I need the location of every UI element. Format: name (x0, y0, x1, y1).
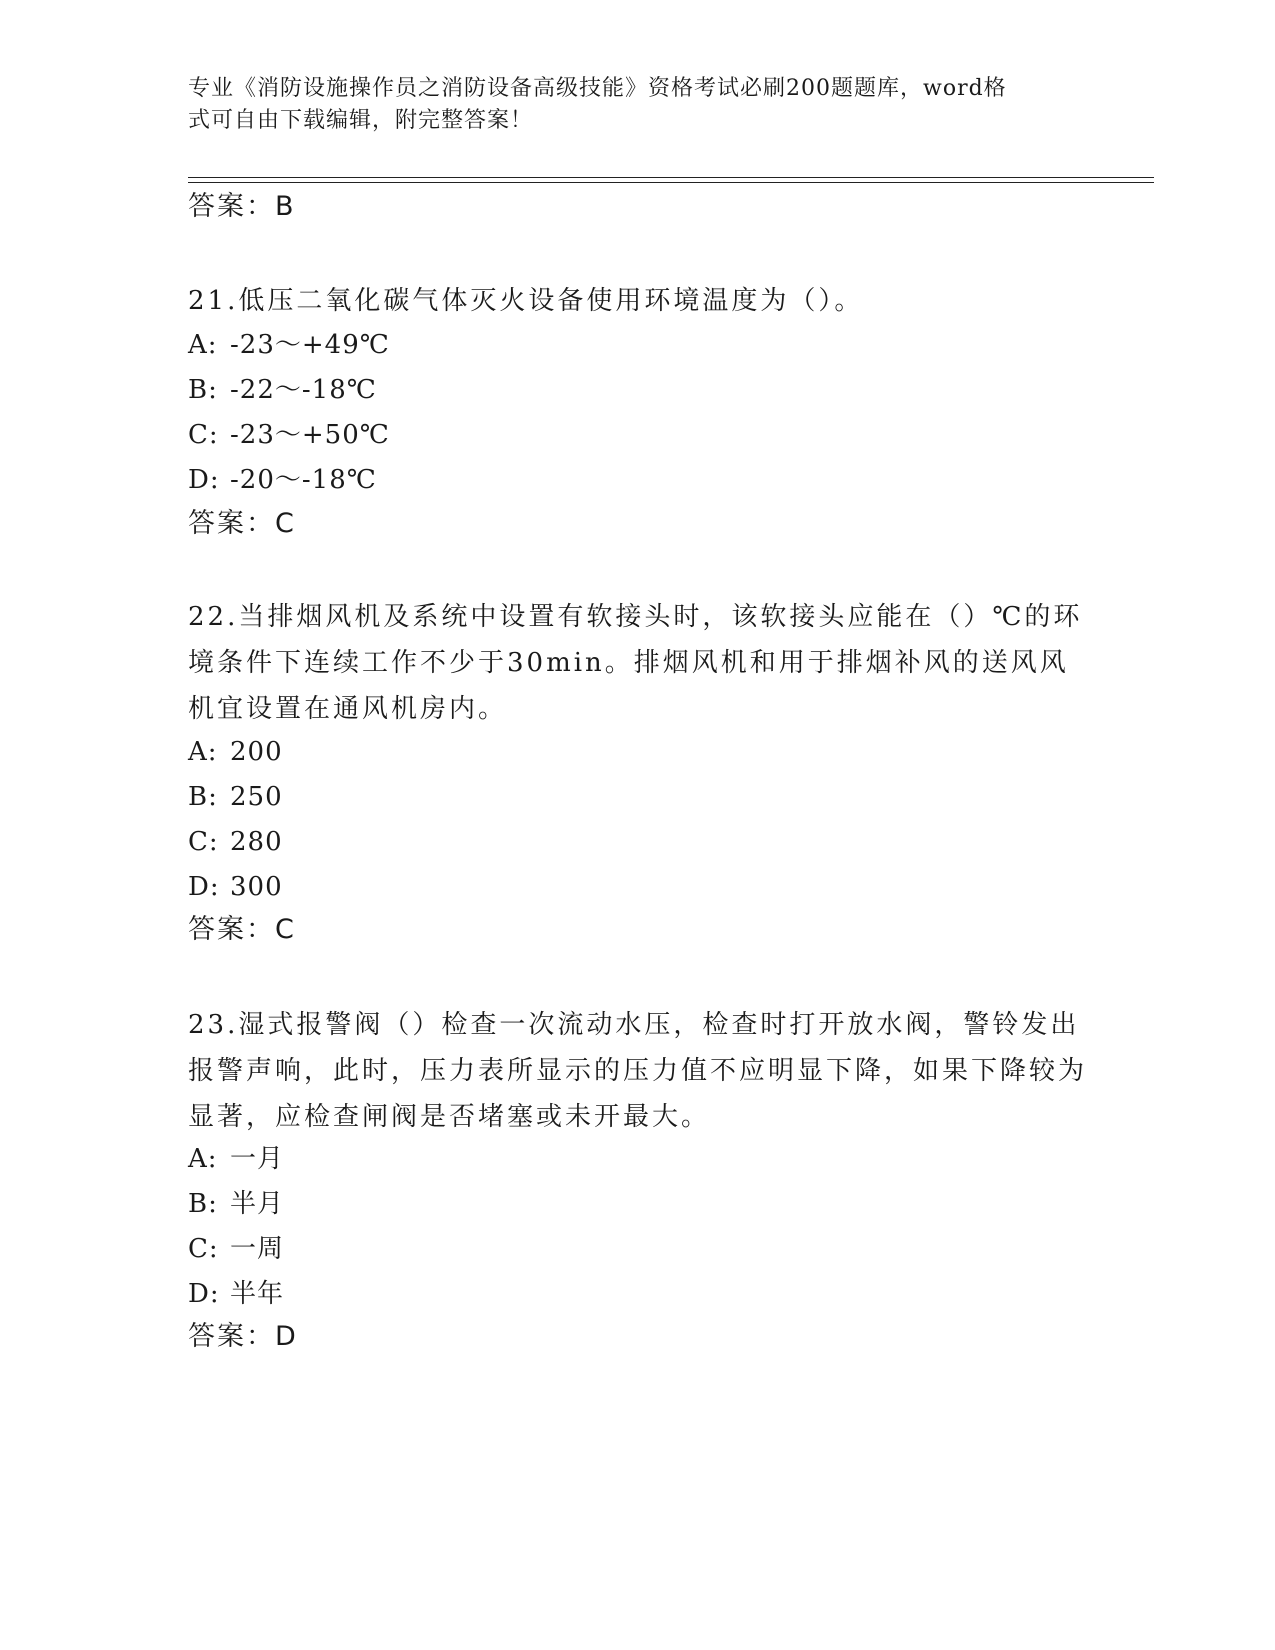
header-rule-bottom (188, 182, 1154, 183)
option-label: A: (188, 330, 218, 360)
question-21-option-c (188, 418, 390, 452)
question-21-option-a (188, 328, 390, 362)
option-value: 250 (230, 782, 283, 812)
question-21-option-d (188, 463, 377, 497)
header-line-1: 专业《消防设施操作员之消防设备高级技能》资格考试必刷200题题库，word格 (188, 76, 1007, 101)
option-label: D: (188, 872, 220, 902)
option-label: C: (188, 827, 219, 857)
question-21-option-b (188, 373, 377, 407)
prev-answer: 答案：B (188, 191, 296, 222)
option-value: 280 (230, 827, 283, 857)
option-value: -22～-18℃ (230, 375, 377, 405)
question-23-option-c (188, 1232, 284, 1266)
option-label: A: (188, 737, 218, 767)
question-22-text: 22.当排烟风机及系统中设置有软接头时，该软接头应能在（）℃的环境条件下连续工作不少于30min。排烟风机和用于排烟补风的送风风机宜设置在通风机房内。 (188, 602, 1083, 724)
option-value: 半年 (230, 1279, 285, 1309)
option-label: C: (188, 1234, 219, 1264)
question-21-answer: 答案：C (188, 508, 296, 539)
option-value: -23～+50℃ (230, 420, 390, 450)
option-label: B: (188, 782, 218, 812)
question-21-text: 21.低压二氧化碳气体灭火设备使用环境温度为（）。 (188, 286, 864, 316)
question-23-answer: 答案：D (188, 1321, 298, 1352)
option-value: 300 (230, 872, 283, 902)
option-label: D: (188, 465, 220, 495)
question-22-answer: 答案：C (188, 914, 296, 945)
question-22-option-c (188, 825, 283, 859)
option-value: -23～+49℃ (230, 330, 390, 360)
question-23-option-d (188, 1277, 284, 1311)
question-22-option-a (188, 735, 283, 769)
option-value: -20～-18℃ (230, 465, 377, 495)
question-22-option-d (188, 870, 283, 904)
option-value: 200 (230, 737, 283, 767)
option-label: B: (188, 375, 218, 405)
option-label: B: (188, 1189, 218, 1219)
header-line-2: 式可自由下载编辑，附完整答案！ (188, 108, 534, 133)
question-23-option-a (188, 1142, 284, 1176)
header-rule-top (188, 177, 1154, 178)
option-label: C: (188, 420, 219, 450)
document-header (188, 73, 1068, 137)
option-label: D: (188, 1279, 220, 1309)
option-value: 一周 (230, 1234, 285, 1264)
question-22-option-b (188, 780, 283, 814)
option-value: 一月 (230, 1144, 285, 1174)
question-23-option-b (188, 1187, 284, 1221)
option-value: 半月 (230, 1189, 285, 1219)
option-label: A: (188, 1144, 218, 1174)
question-23-text: 23.湿式报警阀（）检查一次流动水压，检查时打开放水阀，警铃发出报警声响，此时，压力表所显示的压力值不应明显下降，如果下降较为显著，应检查闸阀是否堵塞或未开最大。 (188, 1010, 1088, 1132)
